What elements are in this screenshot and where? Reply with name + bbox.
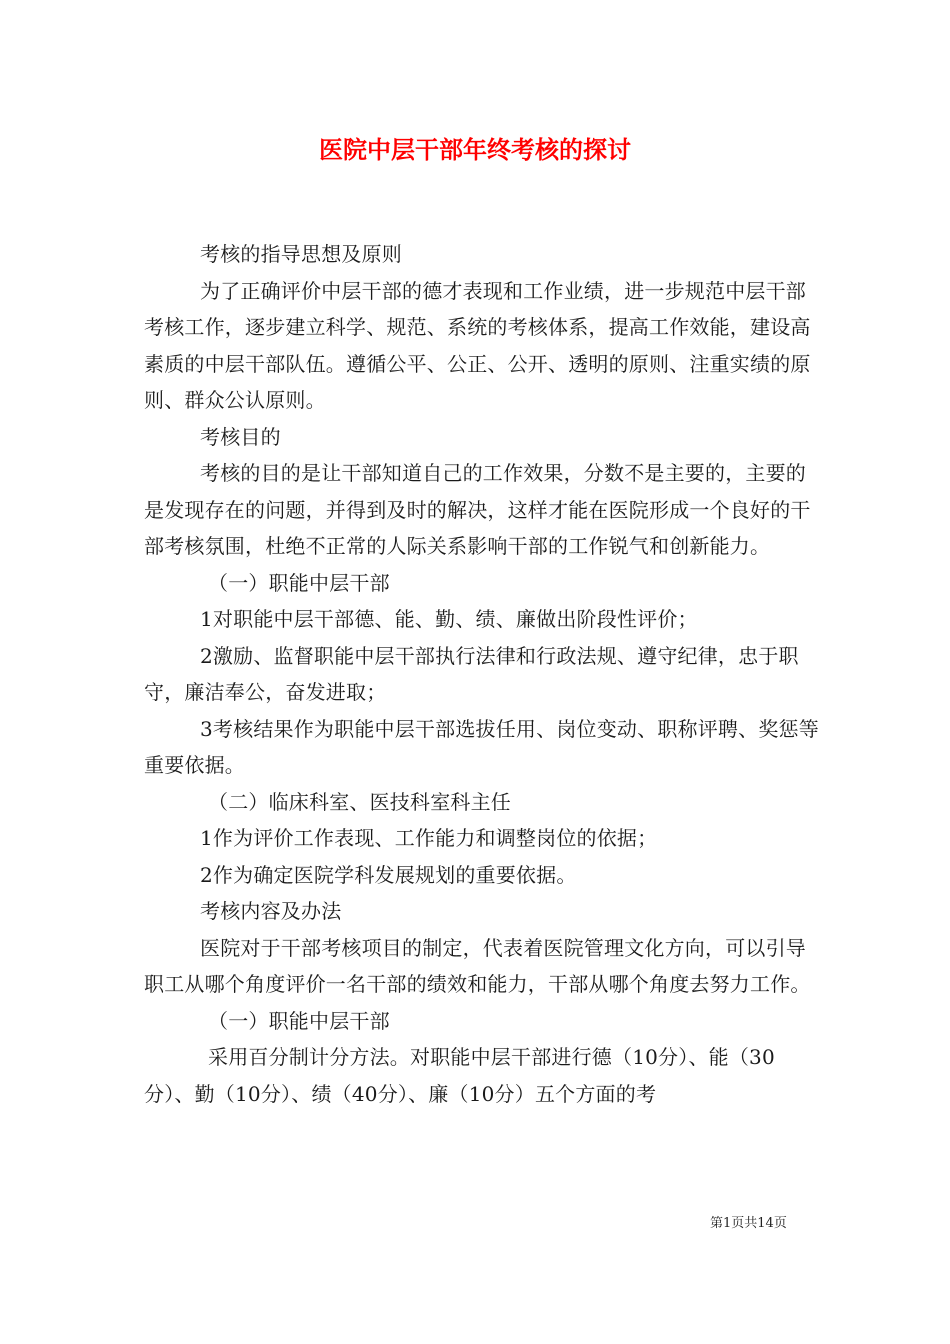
document-body <box>144 236 820 1112</box>
paragraph: （二）临床科室、医技科室科主任 <box>208 789 511 814</box>
paragraph: 考核的指导思想及原则 <box>200 242 402 266</box>
paragraph: 2作为确定医院学科发展规划的重要依据。 <box>200 862 577 887</box>
paragraph: 1对职能中层干部德、能、勤、绩、廉做出阶段性评价； <box>200 607 698 631</box>
paragraph: （一）职能中层干部 <box>208 1008 390 1033</box>
page-number: 第1页共14页 <box>710 1216 787 1231</box>
document-title: 医院中层干部年终考核的探讨 <box>319 135 631 164</box>
paragraph: 考核的目的是让干部知道自己的工作效果，分数不是主要的，主要的是发现存在的问题，并得到及时的解决，这样才能在医院形成一个良好的干部考核氛围，杜绝不正常的人际关系影响干部的工作锐气和创新能力。 <box>144 461 811 558</box>
paragraph: 采用百分制计分方法。对职能中层干部进行德（10分）、能（30分）、勤（10分）、绩（40分）、廉（10分）五个方面的考 <box>144 1045 775 1106</box>
paragraph: 1作为评价工作表现、工作能力和调整岗位的依据； <box>200 826 658 850</box>
paragraph: 3考核结果作为职能中层干部选拔任用、岗位变动、职称评聘、奖惩等重要依据。 <box>144 716 819 777</box>
paragraph: 考核内容及办法 <box>200 899 342 923</box>
paragraph: （一）职能中层干部 <box>208 570 390 595</box>
paragraph: 考核目的 <box>200 424 281 449</box>
paragraph: 医院对于干部考核项目的制定，代表着医院管理文化方向，可以引导职工从哪个角度评价一名干部的绩效和能力，干部从哪个角度去努力工作。 <box>144 935 811 996</box>
paragraph: 2激励、监督职能中层干部执行法律和行政法规、遵守纪律，忠于职守，廉洁奉公，奋发进取； <box>144 643 799 704</box>
paragraph: 为了正确评价中层干部的德才表现和工作业绩，进一步规范中层干部考核工作，逐步建立科学、规范、系统的考核体系，提高工作效能，建设高素质的中层干部队伍。遵循公平、公正、公开、透明的原则、注重实绩的原则、群众公认原则。 <box>144 278 811 412</box>
